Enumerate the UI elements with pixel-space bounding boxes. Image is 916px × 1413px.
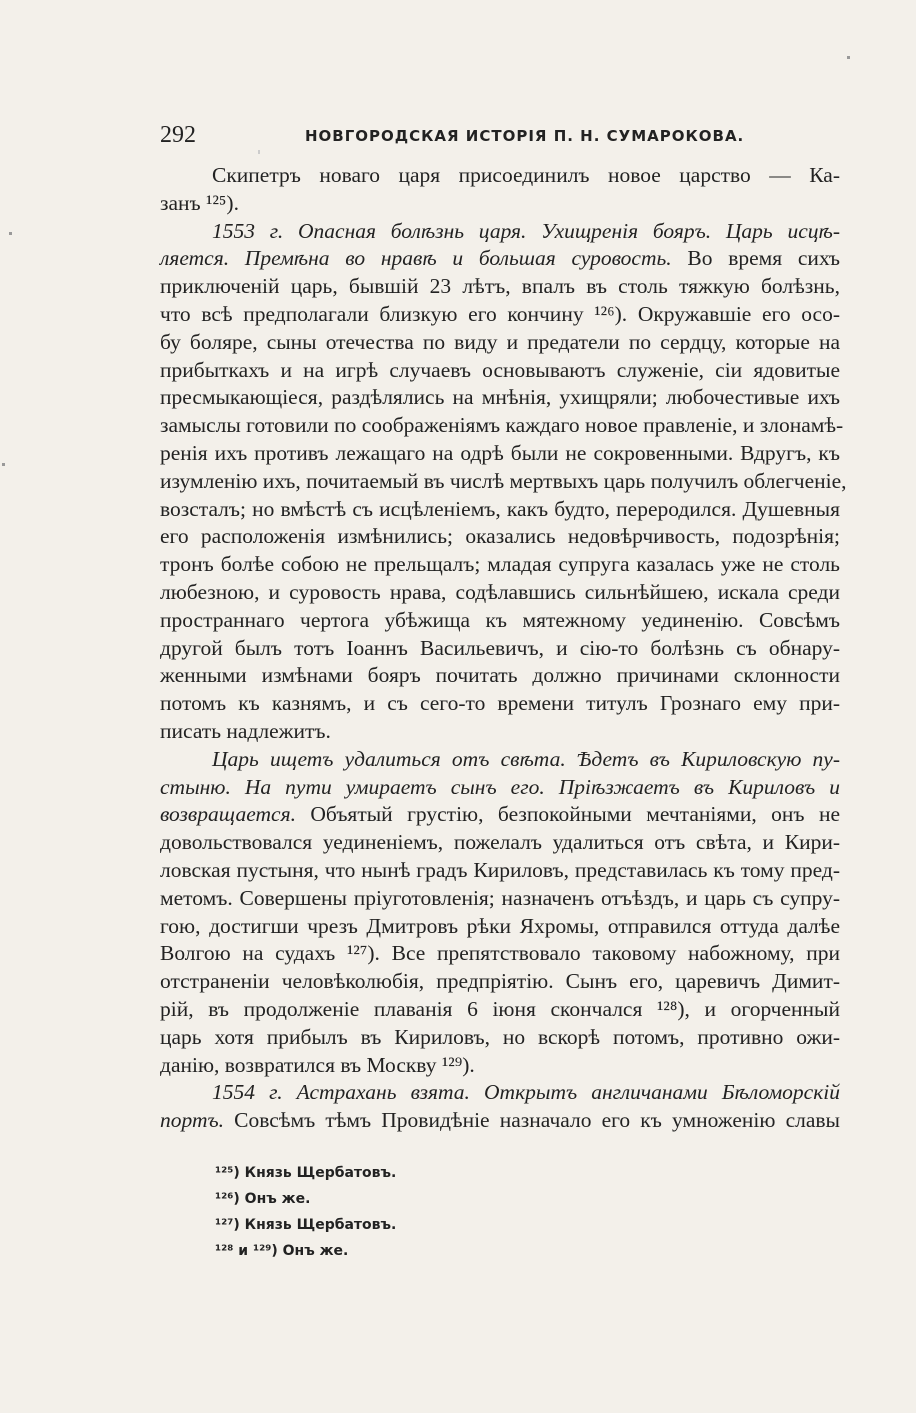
text-line [160, 662, 840, 690]
text-line [160, 1052, 840, 1080]
text-line [160, 384, 840, 412]
text-run: потомъ къ казнямъ, и съ сего-то времени титулъ Грознаго ему при- [160, 691, 840, 716]
text-line [160, 913, 840, 941]
text-run: замыслы готовили по соображеніямъ каждаго новое правленіе, и злонамѣ- [160, 413, 844, 438]
text-line [160, 190, 840, 218]
text-line [160, 885, 840, 913]
text-run: гою, достигши чрезъ Дмитровъ рѣки Яхромы, отправился оттуда далѣе [160, 913, 840, 938]
text-line [160, 774, 840, 802]
page-number: 292 [160, 122, 196, 148]
text-run: его расположенія измѣнились; оказались недовѣрчивость, подозрѣнія; [160, 524, 840, 549]
text-run: возсталъ; но вмѣстѣ съ исцѣленіемъ, какъ будто, переродился. Душевныя [160, 496, 840, 521]
text-line [160, 607, 840, 635]
italic-heading: Царь ищетъ удалиться отъ свѣта. Ѣдетъ въ Кириловскую пу- [212, 746, 840, 771]
text-line [160, 801, 840, 829]
text-line [160, 1079, 840, 1107]
text-run: метомъ. Совершены пріуготовленія; назначенъ отъѣздъ, и царь съ супру- [160, 885, 840, 910]
text-line [160, 496, 840, 524]
text-run: довольствовался уединеніемъ, пожелалъ удалиться отъ свѣта, и Кири- [160, 830, 840, 855]
text-line [160, 523, 840, 551]
text-line [160, 468, 847, 496]
text-line [160, 357, 840, 385]
text-line [160, 829, 840, 857]
text-run: ренія ихъ противъ лежащаго на одрѣ были не сокровенными. Вдругъ, къ [160, 440, 840, 465]
italic-heading: возвращается. [160, 802, 296, 827]
text-line [160, 162, 840, 190]
italic-heading: портъ. [160, 1108, 225, 1133]
text-run: данію, возвратился въ Москву ¹²⁹). [160, 1052, 475, 1077]
main-text [160, 162, 847, 1135]
text-line [160, 440, 840, 468]
footnote: ¹²⁶) Онъ же. [215, 1191, 311, 1207]
footnote: ¹²⁵) Князь Щербатовъ. [215, 1165, 397, 1181]
text-run: пресмыкающіеся, раздѣлялись на мнѣнія, ухищряли; любочестивые ихъ [160, 385, 840, 410]
text-line [160, 718, 840, 746]
text-line [160, 968, 840, 996]
text-line [160, 218, 840, 246]
text-line [160, 551, 840, 579]
italic-heading: ляется. Премѣна во нравѣ и большая суровость. [160, 246, 672, 271]
text-run: рій, въ продолженіе плаванія 6 іюня скончался ¹²⁸), и огорченный [160, 996, 840, 1021]
footnote: ¹²⁷) Князь Щербатовъ. [215, 1217, 397, 1233]
text-line [160, 996, 840, 1024]
text-run: занъ ¹²⁵). [160, 190, 239, 215]
text-run: Во время сихъ [671, 246, 840, 271]
text-run: Объятый грустію, безпокойными мечтаніями, онъ не [295, 802, 840, 827]
text-line [160, 857, 840, 885]
text-run: пространнаго чертога убѣжища къ мятежному уединенію. Совсѣмъ [160, 607, 840, 632]
page-header [160, 120, 840, 150]
text-run: любезною, и суровость нрава, содѣлавшись сильнѣйшею, искала среди [160, 579, 840, 604]
italic-heading: стыню. На пути умираетъ сынъ его. Пріѣзжаетъ въ Кириловъ и [160, 774, 840, 799]
print-mark [258, 150, 260, 154]
text-line [160, 329, 840, 357]
text-line [160, 273, 840, 301]
text-run: изумленію ихъ, почитаемый въ числѣ мертвыхъ царь получилъ облегченіе, [160, 468, 847, 493]
text-run: тронъ болѣе собою не прельщалъ; младая супруга казалась уже не столь [160, 552, 840, 577]
text-run: Скипетръ новаго царя присоединилъ новое царство — Ка- [212, 163, 840, 187]
text-line [160, 245, 840, 273]
text-run: отстраненіи человѣколюбія, предпріятію. Сынъ его, царевичъ Димит- [160, 969, 840, 994]
text-run: что всѣ предполагали близкую его кончину ¹²⁶). Окружавшіе его осо- [160, 301, 840, 326]
edge-speck [9, 232, 12, 235]
edge-speck [2, 463, 5, 466]
text-line [160, 1107, 840, 1135]
italic-heading: 1553 г. Опасная болѣзнь царя. Ухищренія бояръ. Царь исцѣ- [212, 218, 840, 243]
edge-speck [847, 56, 850, 59]
text-run: Совсѣмъ тѣмъ Провидѣніе назначало его къ умноженію славы [224, 1108, 840, 1133]
text-run: женными измѣнами бояръ почитать должно причинами склонности [160, 663, 840, 688]
text-run: прибыткахъ и на игрѣ случаевъ основываютъ служеніе, сіи ядовитые [160, 357, 840, 382]
footnotes [215, 1160, 715, 1264]
text-line [160, 301, 840, 329]
footnote: ¹²⁸ и ¹²⁹) Онъ же. [215, 1243, 349, 1259]
text-line [160, 412, 844, 440]
text-line [160, 635, 840, 663]
text-line [160, 1024, 840, 1052]
text-line [160, 690, 840, 718]
text-run: царь хотя прибылъ въ Кириловъ, но вскорѣ потомъ, противно ожи- [160, 1024, 840, 1049]
text-run: бу боляре, сыны отечества по виду и предатели по сердцу, которые на [160, 329, 840, 354]
italic-heading: 1554 г. Астрахань взята. Открытъ англичанами Бѣломорскій [212, 1080, 840, 1105]
text-run: приключеній царь, бывшій 23 лѣтъ, впалъ въ столь тяжкую болѣзнь, [160, 274, 840, 299]
text-line [160, 940, 840, 968]
text-run: другой былъ тотъ Іоаннъ Васильевичъ, и сію-то болѣзнь съ обнару- [160, 635, 840, 660]
text-line [160, 746, 840, 774]
text-run: Волгою на судахъ ¹²⁷). Все препятствовало таковому набожному, при [160, 941, 840, 966]
running-head: НОВГОРОДСКАЯ ИСТОРIЯ П. Н. СУМАРОКОВА. [305, 127, 745, 145]
text-run: ловская пустыня, что нынѣ градъ Кириловъ, представилась къ тому пред- [160, 857, 840, 882]
text-run: писать надлежитъ. [160, 718, 331, 743]
text-line [160, 579, 840, 607]
